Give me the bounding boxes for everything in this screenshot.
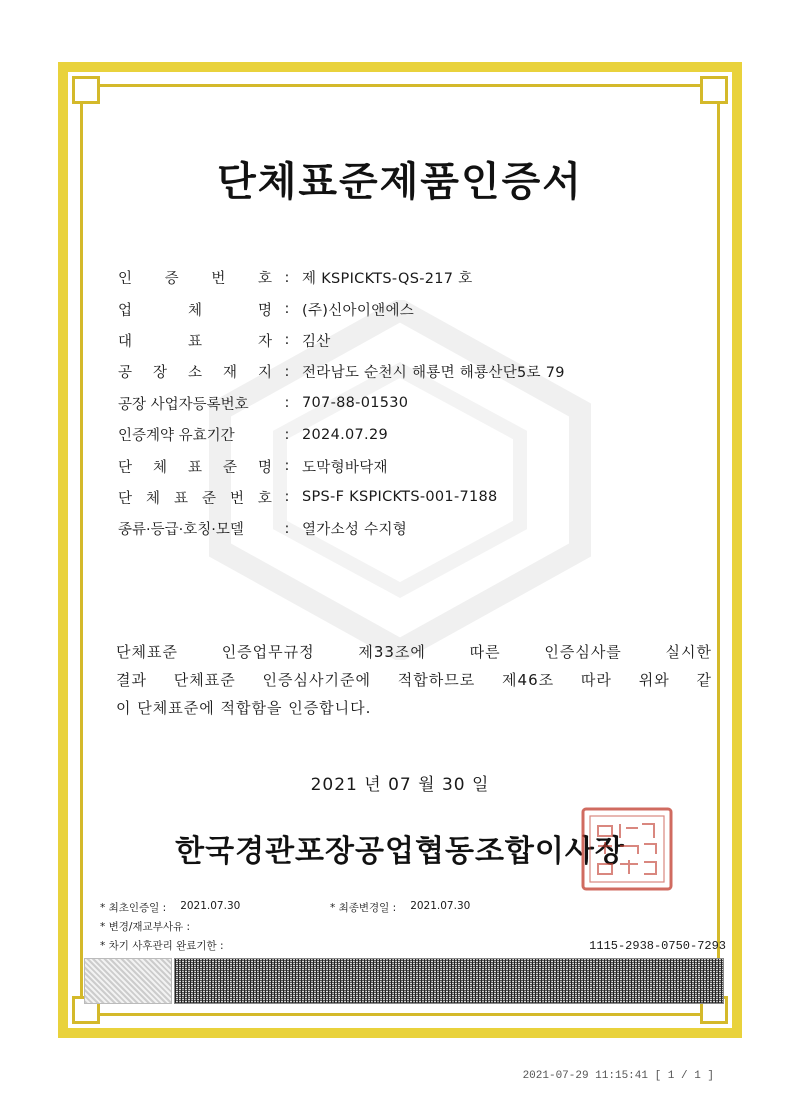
field-label-char: 명 bbox=[257, 302, 272, 319]
field-label-char: 인 bbox=[118, 271, 133, 288]
field-label-char: 대 bbox=[118, 333, 133, 350]
field-label bbox=[118, 267, 272, 288]
field-label bbox=[118, 393, 272, 414]
statement-line: 결과 단체표준 인증심사기준에 적합하므로 제46조 따라 위와 같 bbox=[116, 671, 712, 689]
field-label-char: 체 bbox=[187, 302, 202, 319]
field-label-char: 공장 사업자등록번호 bbox=[118, 396, 249, 413]
field-label-char: 장 bbox=[152, 365, 167, 382]
field-label-char: 체 bbox=[152, 459, 167, 476]
field-row bbox=[118, 356, 718, 387]
field-label-char: 단 bbox=[118, 459, 133, 476]
field-label-char: 명 bbox=[257, 459, 272, 476]
field-label-char: 증 bbox=[164, 271, 179, 288]
issue-date: 2021 년 07 월 30 일 bbox=[310, 775, 490, 795]
frame-corner-ornament bbox=[72, 76, 100, 104]
field-value: 열가소성 수지형 bbox=[302, 522, 408, 539]
statement-line: 이 단체표준에 적합함을 인증합니다. bbox=[116, 699, 372, 717]
field-colon: : bbox=[284, 269, 290, 286]
field-row bbox=[118, 293, 718, 324]
field-colon: : bbox=[284, 395, 290, 412]
field-label bbox=[118, 361, 272, 382]
field-label-char: 표 bbox=[187, 333, 202, 350]
field-colon: : bbox=[284, 458, 290, 475]
field-colon: : bbox=[284, 489, 290, 506]
field-label-char: 번 bbox=[229, 490, 244, 507]
field-label-char: 업 bbox=[118, 302, 133, 319]
field-label-char: 소 bbox=[187, 365, 202, 382]
field-value: 707-88-01530 bbox=[302, 395, 409, 412]
field-label-char: 준 bbox=[222, 459, 237, 476]
field-value: 전라남도 순천시 해룡면 해룡산단5로 79 bbox=[302, 365, 565, 382]
field-colon: : bbox=[284, 332, 290, 349]
field-label bbox=[118, 456, 272, 477]
last-change-label: * 최종변경일 : bbox=[330, 902, 397, 914]
print-timestamp: 2021-07-29 11:15:41 [ 1 / 1 ] bbox=[522, 1070, 714, 1082]
field-label-char: 단 bbox=[118, 490, 133, 507]
field-label-char: 공 bbox=[118, 365, 133, 382]
certificate-notes bbox=[100, 898, 726, 955]
field-label-char: 준 bbox=[201, 490, 216, 507]
qr-code bbox=[84, 958, 172, 1004]
first-cert-date: 2021.07.30 bbox=[180, 900, 241, 912]
field-row bbox=[118, 262, 718, 293]
security-barcode bbox=[174, 958, 724, 1004]
statement-line: 단체표준 인증업무규정 제33조에 따른 인증심사를 실시한 bbox=[116, 643, 712, 661]
field-label-char: 종류·등급·호칭·모델 bbox=[118, 522, 244, 539]
field-row bbox=[118, 419, 718, 450]
field-label-char: 인증계약 유효기간 bbox=[118, 428, 235, 445]
field-value: 도막형바닥재 bbox=[302, 459, 388, 476]
certificate-title: 단체표준제품인증서 bbox=[217, 159, 583, 205]
field-label-char: 표 bbox=[187, 459, 202, 476]
reissue-reason-label: * 변경/재교부사유 : bbox=[100, 921, 191, 933]
certificate-fields bbox=[118, 262, 718, 545]
field-value: 김산 bbox=[302, 333, 331, 350]
frame-corner-ornament bbox=[700, 76, 728, 104]
field-colon: : bbox=[284, 301, 290, 318]
field-label-char: 체 bbox=[145, 490, 160, 507]
field-label bbox=[118, 330, 272, 351]
field-label-char: 호 bbox=[257, 271, 272, 288]
field-label-char: 자 bbox=[257, 333, 272, 350]
field-row bbox=[118, 388, 718, 419]
field-label-char: 재 bbox=[222, 365, 237, 382]
document-serial-number: 1115-2938-0750-7293 bbox=[589, 938, 726, 953]
field-label bbox=[118, 487, 272, 508]
field-row bbox=[118, 482, 718, 513]
field-label bbox=[118, 299, 272, 320]
field-label-char: 호 bbox=[257, 490, 272, 507]
field-row bbox=[118, 513, 718, 544]
field-value: SPS-F KSPICKTS-001-7188 bbox=[302, 489, 498, 506]
field-colon: : bbox=[284, 363, 290, 380]
field-label bbox=[118, 518, 272, 539]
issuing-organization: 한국경관포장공업협동조합이사장 bbox=[175, 834, 625, 869]
field-row bbox=[118, 325, 718, 356]
field-label-char: 지 bbox=[257, 365, 272, 382]
field-colon: : bbox=[284, 520, 290, 537]
field-value: 제 KSPICKTS-QS-217 호 bbox=[302, 271, 473, 288]
field-colon: : bbox=[284, 426, 290, 443]
field-label-char: 번 bbox=[211, 271, 226, 288]
field-value: 2024.07.29 bbox=[302, 426, 389, 443]
first-cert-label: * 최초인증일 : bbox=[100, 902, 167, 914]
certification-statement bbox=[116, 638, 712, 722]
field-label bbox=[118, 424, 272, 445]
field-label-char: 표 bbox=[173, 490, 188, 507]
field-value: (주)신아이앤에스 bbox=[302, 302, 415, 319]
official-seal bbox=[580, 806, 674, 892]
last-change-date: 2021.07.30 bbox=[410, 900, 471, 912]
field-row bbox=[118, 450, 718, 481]
followup-deadline-label: * 차기 사후관리 완료기한 : bbox=[100, 940, 224, 952]
